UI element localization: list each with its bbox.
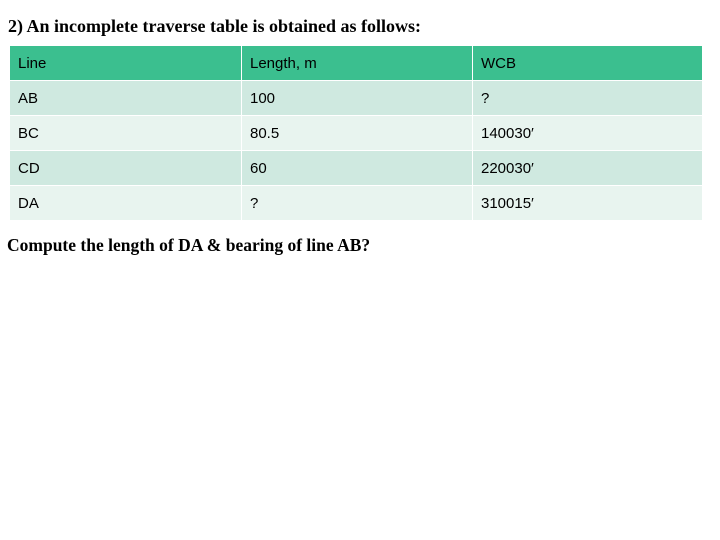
cell-length: 100 [242, 81, 473, 116]
cell-length: 80.5 [242, 116, 473, 151]
cell-length: ? [242, 186, 473, 221]
header-wcb: WCB [473, 46, 703, 81]
header-line: Line [10, 46, 242, 81]
question-heading: 2) An incomplete traverse table is obtained as follows: [8, 16, 421, 36]
cell-wcb: 310015′ [473, 186, 703, 221]
table-row [10, 81, 703, 116]
cell-wcb: 140030′ [473, 116, 703, 151]
cell-wcb: 220030′ [473, 151, 703, 186]
traverse-table [9, 45, 703, 221]
cell-line: BC [10, 116, 242, 151]
compute-prompt: Compute the length of DA & bearing of line AB? [7, 235, 371, 255]
cell-line: AB [10, 81, 242, 116]
cell-length: 60 [242, 151, 473, 186]
cell-wcb: ? [473, 81, 703, 116]
table-row [10, 151, 703, 186]
table-row [10, 186, 703, 221]
cell-line: DA [10, 186, 242, 221]
table-row [10, 116, 703, 151]
header-length: Length, m [242, 46, 473, 81]
cell-line: CD [10, 151, 242, 186]
table-header-row [10, 46, 703, 81]
